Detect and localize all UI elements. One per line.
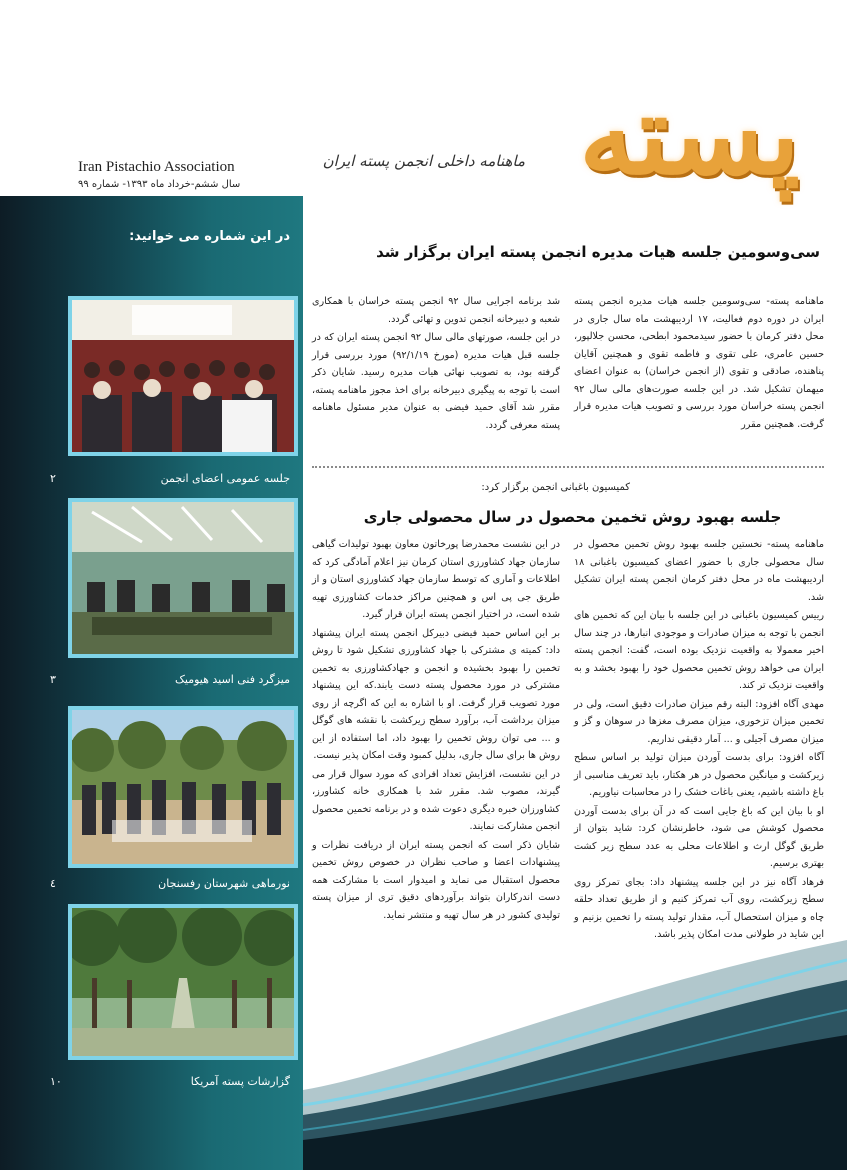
article2-headline: جلسه بهبود روش تخمین محصول در سال محصولی جاری: [363, 508, 782, 526]
masthead-logo: [500, 60, 820, 225]
photo-roundtable: [68, 498, 298, 658]
paragraph: در این نشست محمدرضا پورخاتون معاون بهبود تولیدات گیاهی سازمان جهاد کشاورزی استان کرمان نیز اعلام آمادگی کرد که اطلاعات و آماری که توسط سازمان جهاد کشاورزی استان و از طریق جی پی اس و همچنین مراکز خدمات کشاورزی تهیه شده است، در اختیار انجمن پسته ایران قرار گیرد.: [312, 539, 560, 620]
paragraph: شایان ذکر است که انجمن پسته ایران از دریافت نظرات و پیشنهادات اعضا و صاحب نظران در خصوص روش تخمین محصول استقبال می نماید و امیدوار است با مشارکت همه دست اندرکاران بتواند برآوردهای دقیق تری از میزان پسته تولیدی کشور در هر سال تهیه و منتشر نماید.: [312, 839, 560, 921]
toc-item-label: گزارشات پسته آمریکا: [190, 1075, 290, 1088]
paragraph: در این جلسه، صورتهای مالی سال ۹۲ انجمن پسته ایران که در جلسه قبل هیات مدیره (مورخ ۹۲/۱/۱۹) مورد بررسی قرار گرفته بود، به تصویب نهائی هیات مدیره رسید. شایان ذکر است با توجه به پیگیری دبیرخانه برای اخذ مجوز ماهنامه پسته، مقرر شد آقای حمید فیضی به عنوان مدیر مسئول ماهنامه پسته معرفی گردد.: [312, 332, 561, 431]
article2-col-left: [312, 536, 560, 925]
article2-col-right: [574, 536, 824, 945]
toc-item-label: جلسه عمومی اعضای انجمن: [160, 472, 290, 485]
paragraph: فرهاد آگاه نیز در این جلسه پیشنهاد داد: بجای تمرکز روی سطح زیرکشت، روی آب تمرکز کنیم و از طریق تعداد حلقه چاه و میزان استحصال آب، مقدار تولید پسته را تخمین بزنیم و این شاید در طولانی مدت امکان پذیر باشد.: [574, 876, 824, 940]
paragraph: او با بیان این که باغ جایی است که در آن برای بدست آوردن محصول کوشش می شود، خاطرنشان کرد: شاید بتوان از طریق گوگل ارث و اطلاعات محلی به عدد سطح زیر کشت بهتری برسیم.: [574, 805, 824, 869]
paragraph: مهدی آگاه افزود: البته رقم میزان صادرات دقیق است، ولی در تخمین میزان تزخوری، میزان مصرف مغزها در سوهان و گز و میزان مصرف آجیلی و ... آمار دقیقی نداریم.: [574, 698, 824, 745]
toc-item-4[interactable]: [50, 1075, 290, 1088]
toc-item-label: میزگرد فنی اسید هیومیک: [175, 673, 290, 686]
paragraph: رییس کمیسیون باغبانی در این جلسه با بیان این که تخمین های انجمن با توجه به میزان صادرات و موجودی انبارها، در چند سال اخیر معمولا به واقعیت نزدیک بوده است، گفت: انجمن پسته ایران می خواهد روش تخمین محصول خود را بهبود بخشد و به واقعیت نزدیک تر کند.: [574, 610, 824, 691]
paragraph: ماهنامه پسته- سی‌وسومین جلسه هیات مدیره انجمن پسته ایران در دوره دوم فعالیت، ۱۷ اردیبهشت ماه سال جاری در محل دفتر کرمان با حضور سید‌محمود ابطحی، محسن جلالپور، حسین عامری، علی تقوی و فاطمه تقوی و همچنین آقایان پناهنده، صادقی و تقوی (از انجمن خراسان) به عنوان اعضای میهمان تشکیل شد. در این جلسه صورت‌های مالی سال ۹۲ انجمن پسته خراسان مورد بررسی و تصویب هیات مدیره قرار گرفت. همچنین مقرر: [574, 296, 824, 430]
toc-item-3[interactable]: [50, 877, 290, 890]
article1-headline: سی‌وسومین جلسه هیات مدیره انجمن پسته ایران برگزار شد: [376, 243, 820, 261]
article2-kicker: کمیسیون باغبانی انجمن برگزار کرد:: [481, 482, 630, 493]
issue-info: سال ششم-خرداد ماه ۱۳۹۳- شماره ۹۹: [78, 179, 241, 190]
paragraph: آگاه افزود: برای بدست آوردن میزان تولید بر اساس سطح زیرکشت و میانگین محصول در هر هکتار، باید تعریف مناسبی از باغ داشته باشیم، یعنی باغات خشک را در محاسبات نیاوریم.: [574, 752, 824, 798]
toc-item-1[interactable]: [50, 472, 290, 485]
toc-item-page: ۲: [50, 472, 56, 485]
logo-wordmark: پسته: [579, 70, 800, 199]
masthead-tagline: ماهنامه داخلی انجمن پسته ایران: [322, 152, 525, 170]
photo-orchard-group: [68, 706, 298, 868]
toc-item-page: ٤: [50, 877, 56, 890]
toc-item-page: ۱۰: [50, 1075, 62, 1088]
section-divider: [312, 466, 824, 468]
article1-col-left: [312, 293, 560, 435]
photo-general-assembly: [68, 296, 298, 456]
toc-title: در این شماره می خوانید:: [129, 229, 290, 244]
photo-orchard-rows: [68, 904, 298, 1060]
toc-item-page: ۳: [50, 673, 56, 686]
paragraph: ماهنامه پسته- نخستین جلسه بهبود روش تخمین محصول در سال محصولی جاری با حضور اعضای کمیسیون باغبانی ۱۸ اردیبهشت ماه در محل دفتر کرمان انجمن پسته ایران تشکیل شد.: [574, 539, 824, 603]
article1-col-right: [574, 293, 824, 434]
association-name-en: Iran Pistachio Association: [78, 159, 235, 175]
paragraph: شد برنامه اجرایی سال ۹۲ انجمن پسته خراسان با همکاری شعبه و دبیرخانه انجمن تدوین و تهائی گردد.: [312, 296, 560, 325]
toc-item-2[interactable]: [50, 673, 290, 686]
paragraph: در این نشست، افزایش تعداد افرادی که مورد سوال قرار می گیرند، مصوب شد. مقرر شد با همکاری خانه کشاورز، کشاورزان خبره دیگری دعوت شده و در برنامه تخمین محصول انجمن مشارکت نمایند.: [312, 768, 560, 832]
toc-item-label: نورماهی شهرستان رفسنجان: [158, 877, 290, 890]
paragraph: بر این اساس حمید فیضی دبیرکل انجمن پسته ایران پیشنهاد داد: کمیته ی مشترکی با جهاد کشاورزی تشکیل شود تا روش تخمین را بهبود بخشیده و انجمن و جهادکشاورزی به تخمین مشترکی در مورد محصول پسته دست یابند.که این پیشنهاد مورد تصویب قرار گرفت. او با اشاره به این که اگرچه از روی میزان برداشت آب، برآورد سطح زیرکشت با نقشه های گوگل و ... می توان روش تخمین را بهبود داد، اما استفاده از این روش ها برای سال جاری، بدلیل کمبود وقت امکان پذیر نیست.: [312, 627, 560, 761]
